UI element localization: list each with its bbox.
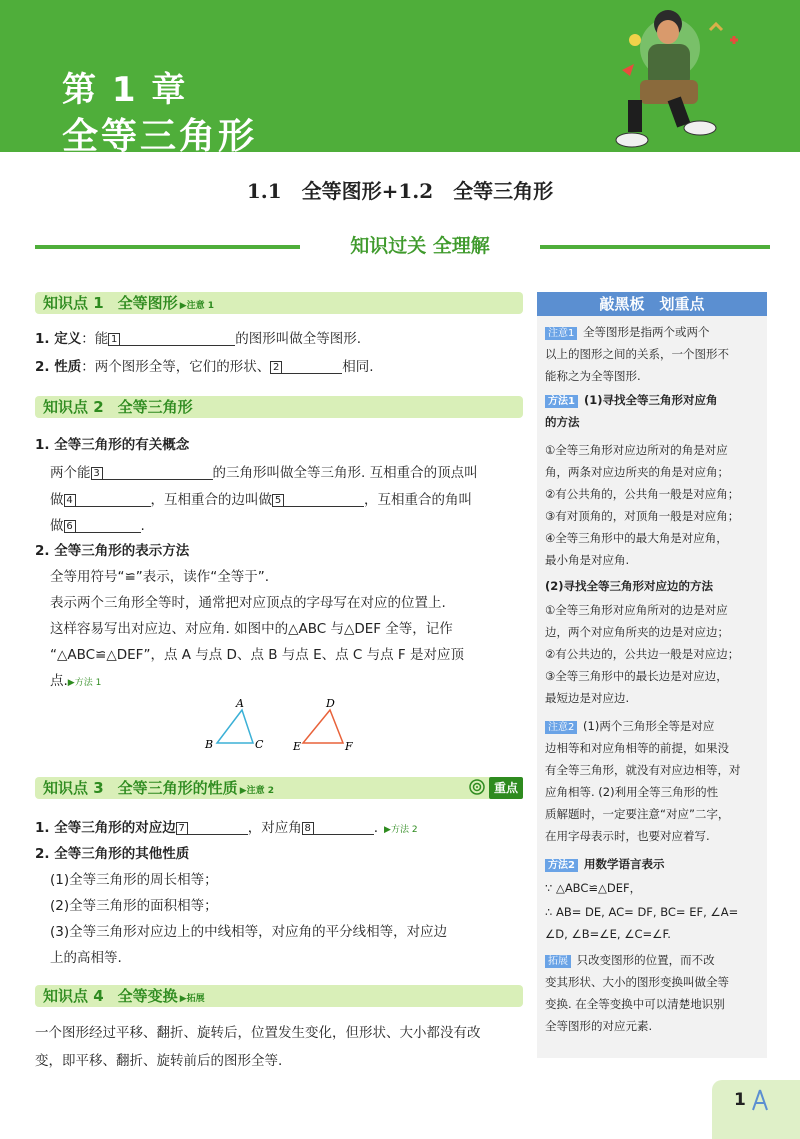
- text: 全等图形是指两个或两个: [579, 325, 710, 339]
- chapter-title: 全等三角形: [62, 116, 258, 152]
- note-badge: 注意1: [545, 327, 577, 340]
- text: 做: [50, 518, 64, 534]
- note-text: 质解题时，一定要注意“对应”二字，: [545, 807, 730, 821]
- target-icon: [469, 779, 485, 795]
- kp-number: 知识点 1: [43, 294, 104, 312]
- concept-line-3: [50, 515, 145, 537]
- student-illustration: [600, 0, 800, 152]
- blank-number: 3: [91, 467, 103, 480]
- method-text: (2)寻找全等三角形对应边的方法: [545, 579, 714, 593]
- label: 1. 定义: [35, 331, 82, 347]
- note-2: [545, 716, 714, 738]
- triangles-figure: [195, 695, 360, 757]
- property-item: (3)全等三角形对应边上的中线相等，对应角的平分线相等，对应边: [50, 924, 448, 940]
- text: (1)寻找全等三角形对应角: [579, 393, 718, 407]
- note-text: 有全等三角形，就没有对应边相等，对: [545, 763, 741, 777]
- text: 用数学语言表示: [579, 857, 665, 871]
- fill-blank[interactable]: [282, 357, 342, 374]
- section-title: 1.1 全等图形+1.2 全等三角形: [246, 179, 554, 203]
- text: 点.: [50, 673, 68, 689]
- text: 相同.: [342, 359, 374, 375]
- text: 两个能: [50, 465, 91, 481]
- definition-line: [35, 328, 361, 350]
- text: (1)两个三角形全等是对应: [579, 719, 715, 733]
- method-text: 边，两个对应角所夹的边是对应边；: [545, 625, 729, 639]
- extension-text: 全等图形的对应元素.: [545, 1019, 653, 1033]
- method-text: 角，两条对应边所夹的角是对应角；: [545, 465, 729, 479]
- vertex-label: A: [236, 697, 244, 710]
- method-text: ③全等三角形中的最长边是对应边，: [545, 669, 728, 683]
- text: ，互相重合的角叫: [364, 492, 472, 508]
- knowledge-point-4-header: [35, 985, 523, 1007]
- sidebar-title: 敲黑板 划重点: [537, 292, 767, 316]
- method-badge: 方法2: [545, 859, 578, 872]
- method-tag: ▶方法 2: [384, 825, 418, 835]
- method-text: ②有公共边的，公共边一般是对应边；: [545, 647, 740, 661]
- method-text: ①全等三角形对应边所对的角是对应: [545, 443, 728, 457]
- note-text: 在用字母表示时，也要对应着写.: [545, 829, 710, 843]
- blank-number: 4: [64, 494, 76, 507]
- method-1: [545, 390, 718, 412]
- notation-line: 这样容易写出对应边、对应角. 如图中的△ABC 与△DEF 全等，记作: [50, 621, 453, 637]
- method-text: ∴ AB= DE, AC= DF, BC= EF, ∠A=: [545, 905, 739, 919]
- note-text: 能称之为全等图形.: [545, 369, 641, 383]
- note-badge: 注意2: [545, 721, 577, 734]
- triangle-def: [303, 710, 343, 743]
- page-number-tab: [712, 1080, 800, 1139]
- text: 1. 全等三角形的对应边: [35, 820, 176, 836]
- knowledge-point-3-header: [35, 777, 523, 799]
- divider-label: 知识过关 全理解: [300, 231, 540, 258]
- property-item: 上的高相等.: [50, 950, 122, 966]
- property-item: (1)全等三角形的周长相等；: [50, 872, 218, 888]
- fill-blank[interactable]: [120, 329, 235, 346]
- blank-number: 5: [272, 494, 284, 507]
- fill-blank[interactable]: [76, 490, 151, 507]
- key-point-badge: 重点: [489, 777, 523, 799]
- concept-line-2: [50, 489, 472, 511]
- notation-line: “△ABC≌△DEF”，点 A 与点 D、点 B 与点 E、点 C 与点 F 是对应顶: [50, 647, 464, 663]
- blank-number: 8: [302, 822, 314, 835]
- blank-number: 6: [64, 520, 76, 533]
- concept-line-1: [50, 462, 478, 484]
- vertex-label: B: [205, 738, 214, 751]
- fill-blank[interactable]: [284, 490, 364, 507]
- vertex-label: F: [345, 740, 353, 753]
- fill-blank[interactable]: [188, 818, 248, 835]
- text: ：两个图形全等，它们的形状、: [81, 359, 271, 375]
- property-item: (2)全等三角形的面积相等；: [50, 898, 218, 914]
- section-divider: [35, 235, 770, 257]
- notation-line: 全等用符号“≌”表示，读作“全等于”.: [50, 569, 270, 585]
- text: 做: [50, 492, 64, 508]
- knowledge-point-2-header: [35, 396, 523, 418]
- notation-heading: 2. 全等三角形的表示方法: [35, 543, 190, 559]
- method-text: ②有公共角的，公共角一般是对应角；: [545, 487, 740, 501]
- transform-line: 一个图形经过平移、翻折、旋转后，位置发生变化，但形状、大小都没有改: [35, 1025, 481, 1041]
- triangle-abc: [217, 710, 253, 743]
- note-text: 边相等和对应角相等的前提，如果没: [545, 741, 729, 755]
- label: 2. 性质: [35, 359, 82, 375]
- text: ，对应角: [247, 820, 302, 836]
- method-text: 的方法: [545, 415, 580, 429]
- kp-number: 知识点 2: [43, 398, 104, 416]
- kp-title: 全等图形: [117, 294, 178, 312]
- method-text: 最小角是对应角.: [545, 553, 630, 567]
- kp-tag: ▶注意 1: [179, 301, 215, 311]
- note-text: 以上的图形之间的关系，一个图形不: [545, 347, 729, 361]
- property-line: [35, 356, 374, 378]
- text: .: [373, 820, 379, 836]
- blank-number: 7: [176, 822, 188, 835]
- chapter-banner: [0, 0, 800, 152]
- method-2: [545, 854, 664, 876]
- kp-number: 知识点 3: [43, 779, 104, 797]
- kp-title: 全等三角形: [117, 398, 193, 416]
- text: 的三角形叫做全等三角形. 互相重合的顶点叫: [212, 465, 478, 481]
- kp-tag: ▶注意 2: [239, 786, 275, 796]
- extension: [545, 950, 715, 972]
- text: ：能: [81, 331, 109, 347]
- fill-blank[interactable]: [314, 818, 374, 835]
- method-text: ∵ △ABC≌△DEF，: [545, 881, 642, 895]
- compass-icon: [748, 1088, 772, 1112]
- chapter-number: 第 1 章: [62, 70, 188, 110]
- other-properties-heading: 2. 全等三角形的其他性质: [35, 846, 190, 862]
- text: 的图形叫做全等图形.: [235, 331, 362, 347]
- kp-title: 全等变换: [117, 987, 178, 1005]
- knowledge-point-1-header: [35, 292, 523, 314]
- kp-tag: ▶拓展: [179, 994, 205, 1004]
- fill-blank[interactable]: [103, 463, 213, 480]
- vertex-label: D: [326, 697, 335, 710]
- blank-number: 1: [108, 333, 120, 346]
- method-tag: ▶方法 1: [67, 678, 102, 688]
- method-text: ④全等三角形中的最大角是对应角，: [545, 531, 728, 545]
- text: ，互相重合的边叫做: [150, 492, 272, 508]
- method-text: ①全等三角形对应角所对的边是对应: [545, 603, 728, 617]
- vertex-label: E: [293, 740, 302, 753]
- method-text: ∠D, ∠B=∠E, ∠C=∠F.: [545, 927, 671, 941]
- fill-blank[interactable]: [76, 516, 141, 533]
- extension-badge: 拓展: [545, 955, 571, 968]
- concept-heading: 1. 全等三角形的有关概念: [35, 437, 190, 453]
- blank-number: 2: [270, 361, 282, 374]
- note-1: [545, 322, 710, 344]
- kp-title: 全等三角形的性质: [117, 779, 238, 797]
- property-line: [35, 817, 418, 841]
- transform-line: 变，即平移、翻折、旋转前后的图形全等.: [35, 1053, 283, 1069]
- notation-line: [50, 670, 101, 694]
- extension-text: 变换. 在全等变换中可以清楚地识别: [545, 997, 725, 1011]
- vertex-label: C: [255, 738, 264, 751]
- method-badge: 方法1: [545, 395, 578, 408]
- kp-number: 知识点 4: [43, 987, 104, 1005]
- note-text: 应角相等. (2)利用全等三角形的性: [545, 785, 719, 799]
- text: 只改变图形的位置，而不改: [573, 953, 715, 967]
- extension-text: 变其形状、大小的图形变换叫做全等: [545, 975, 729, 989]
- notation-line: 表示两个三角形全等时，通常把对应顶点的字母写在对应的位置上.: [50, 595, 446, 611]
- text: .: [140, 518, 145, 534]
- page-number: 1: [734, 1090, 746, 1110]
- method-text: 最短边是对应边.: [545, 691, 630, 705]
- method-text: ③有对顶角的，对顶角一般是对应角；: [545, 509, 740, 523]
